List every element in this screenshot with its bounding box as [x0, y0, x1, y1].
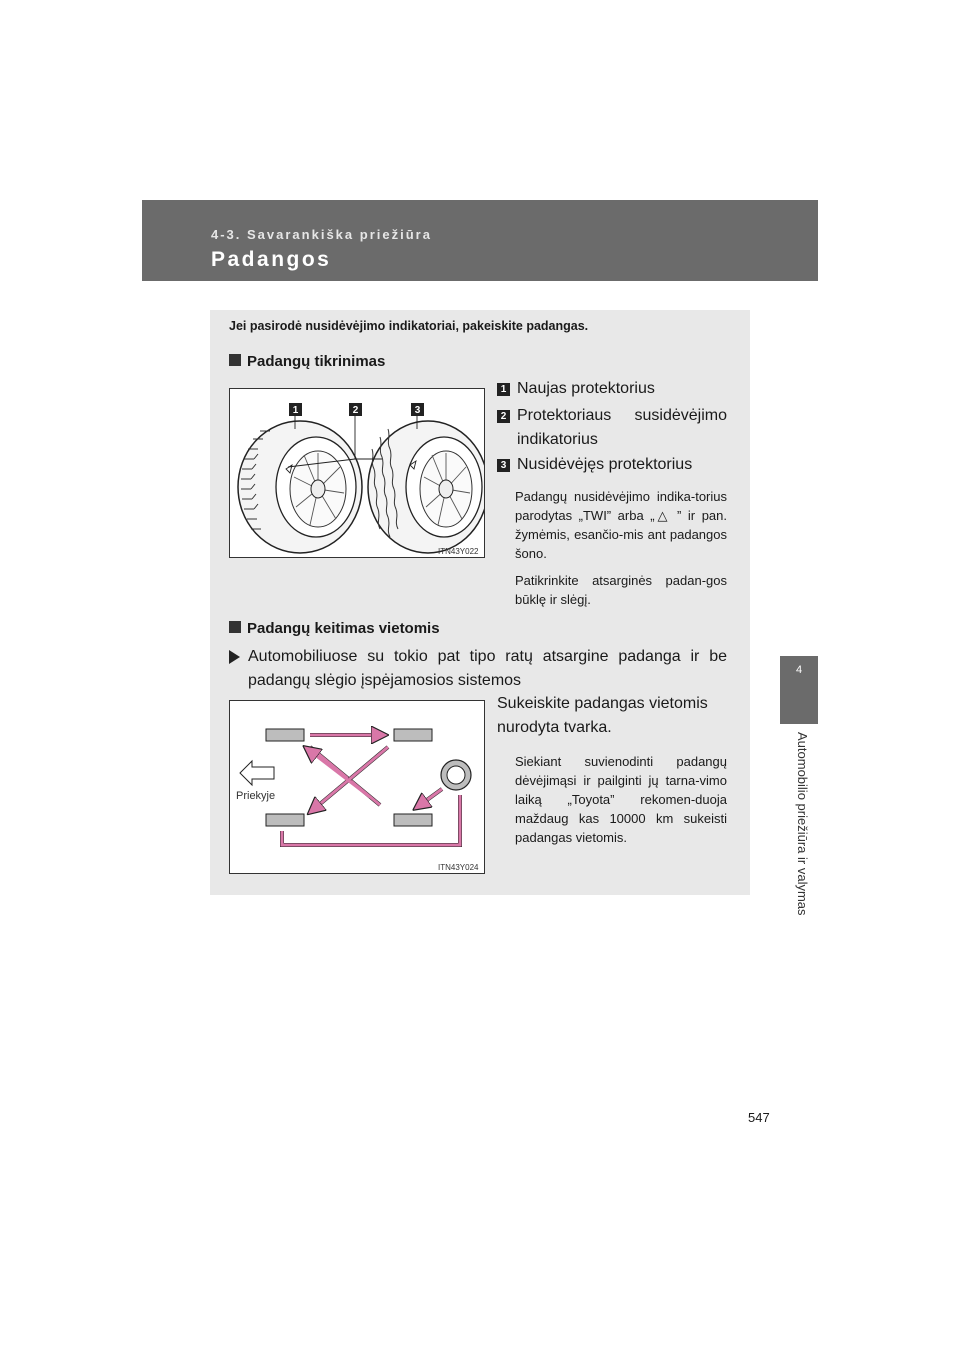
rotation-instruction: Sukeiskite padangas vietomis nurodyta tvarka.: [497, 695, 708, 736]
square-bullet-icon: [229, 354, 241, 366]
intro-text: Jei pasirodė nusidėvėjimo indikatoriai, pakeiskite padangas.: [229, 319, 589, 333]
side-tab-number: 4: [795, 664, 803, 676]
bullet-text: Automobiliuose su tokio pat tipo ratų atsargine padanga ir be padangų slėgio įspėjamosios sistemos: [248, 648, 727, 689]
legend-badge-2: 2: [497, 410, 510, 423]
arrow-bullet-icon: [229, 650, 240, 664]
legend-item-3: Nusidėvėjęs protektorius: [517, 456, 693, 473]
tire-note-2: Patikrinkite atsarginės padan-gos būklę ir slėgį.: [515, 573, 727, 607]
side-tab-text: Automobilio priežiūra ir valymas: [795, 732, 810, 916]
tire-illustration: [230, 389, 484, 557]
tire-note-1: Padangų nusidėvėjimo indika-torius parodytas „TWI” arba „△ ” ir pan. žymėmis, esančio-mis ant padangos šono.: [515, 489, 727, 561]
tire-wear-figure: [229, 388, 485, 558]
rotation-note: Siekiant suvienodinti padangų dėvėjimąsi ir pailginti jų tarna-vimo laiką „Toyota” rekomen-duoja maždaug kas 10000 km sukeisti padangas vietomis.: [515, 754, 727, 845]
front-label: Priekyje: [236, 790, 276, 802]
svg-text:2: 2: [352, 405, 359, 416]
page-title: Padangos: [211, 248, 332, 271]
svg-text:1: 1: [292, 405, 299, 416]
inspection-heading: Padangų tikrinimas: [229, 353, 385, 370]
legend-item-2: Protektoriaus susidėvėjimo indikatorius: [517, 407, 727, 448]
square-bullet-icon: [229, 621, 241, 633]
legend-badge-3: 3: [497, 459, 510, 472]
svg-text:3: 3: [414, 405, 421, 416]
legend-item-1: Naujas protektorius: [517, 380, 655, 397]
page-number: 547: [748, 1110, 770, 1125]
rotation-diagram: [229, 700, 485, 874]
figure-code: ITN43Y022: [438, 547, 479, 556]
rotation-illustration: [230, 701, 484, 873]
legend-badge-1: 1: [497, 383, 510, 396]
rotation-heading: Padangų keitimas vietomis: [229, 620, 440, 637]
figure-code-2: ITN43Y024: [438, 863, 479, 872]
section-label: 4-3. Savarankiška priežiūra: [211, 227, 432, 242]
